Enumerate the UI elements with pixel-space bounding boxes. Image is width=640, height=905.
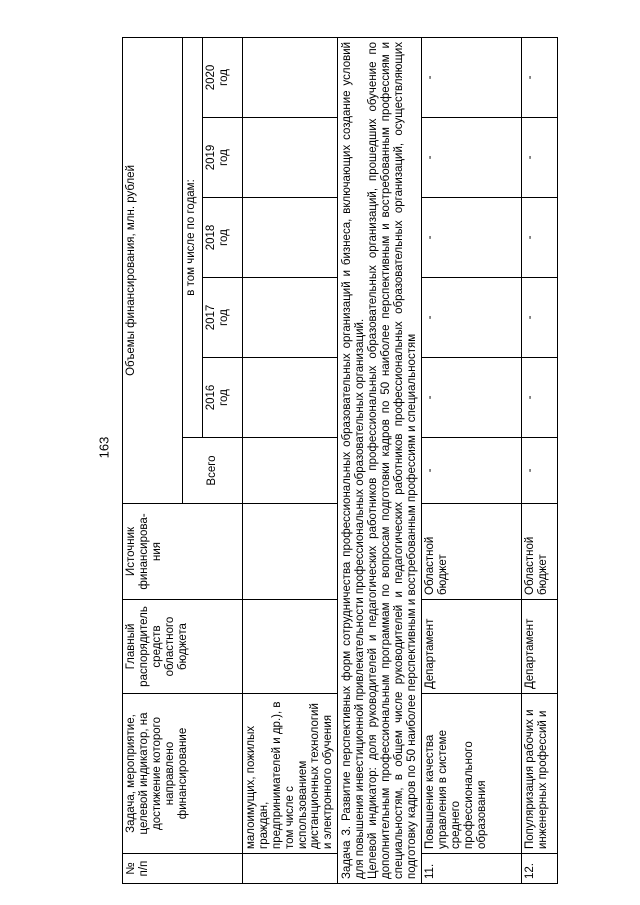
row-source: Областной бюджет (422, 504, 522, 600)
header-source: Источник финансирова- ния (123, 504, 243, 600)
row-2019: - (422, 118, 522, 198)
header-year-2016: 2016 год (203, 358, 243, 438)
header-year-2020: 2020 год (203, 37, 243, 117)
task-row (338, 37, 422, 883)
row-source: Областной бюджет (522, 504, 558, 600)
row-2020: - (422, 37, 522, 117)
header-year-2017: 2017 год (203, 278, 243, 358)
header-task: Задача, мероприятие, целевой индикатор, на достижение которого направлено финансирование (123, 694, 243, 854)
row-task: Популяризация рабочих и инженерных профессий и (522, 694, 558, 854)
table-row (243, 37, 338, 883)
row-2016: - (522, 358, 558, 438)
row-2017: - (422, 278, 522, 358)
row-num: 12. (522, 854, 558, 884)
row-2018: - (522, 198, 558, 278)
financing-table (122, 37, 558, 884)
continuation-num (243, 854, 338, 884)
row-2016: - (422, 358, 522, 438)
row-2017: - (522, 278, 558, 358)
task3-text: Задача 3. Развитие перспективных форм сотрудничества профессиональных образовательных организаций и бизнеса, включающих создание условий для повышения инвестиционной привлекательности профессиональных образовательных организаций. Целевой индикатор: доля руководителей и педагогических работников профессиональных образовательных организаций, прошедших обучение по дополнительным профессиональным программам по вопросам подготовки кадров по 50 наиболее перспективным и востребованным профессиям и специальностям, в общем числе руководителей и педагогических работников профессиональных образовательных организаций, осуществляющих подготовку кадров по 50 наиболее перспективным и востребованным профессиям и специальностям (338, 37, 422, 883)
table-row (522, 37, 558, 883)
row-total: - (422, 438, 522, 504)
page-number: 163 (96, 436, 112, 459)
row-2020: - (522, 37, 558, 117)
row-total: - (522, 438, 558, 504)
header-year-2018: 2018 год (203, 198, 243, 278)
row-2019: - (522, 118, 558, 198)
header-manager: Главный распорядитель средств областного бюджета (123, 600, 243, 694)
header-volume: Объемы финансирования, млн. рублей (123, 37, 183, 503)
row-task: Повышение качества управления в системе среднего профессионального образования (422, 694, 522, 854)
table-row (422, 37, 522, 883)
row-manager: Департамент (522, 600, 558, 694)
header-num: № п/п (123, 854, 243, 884)
row-manager: Департамент (422, 600, 522, 694)
continuation-text: малоимущих, пожилых граждан, предпринимателей и др.), в том числе с использованием дистанционных технологий и электронного обучения (243, 694, 338, 854)
rotated-table-container (122, 38, 596, 884)
row-2018: - (422, 198, 522, 278)
header-total: Всего (183, 438, 243, 504)
header-year-2019: 2019 год (203, 118, 243, 198)
header-by-years: в том числе по годам: (183, 37, 203, 437)
row-num: 11. (422, 854, 522, 884)
